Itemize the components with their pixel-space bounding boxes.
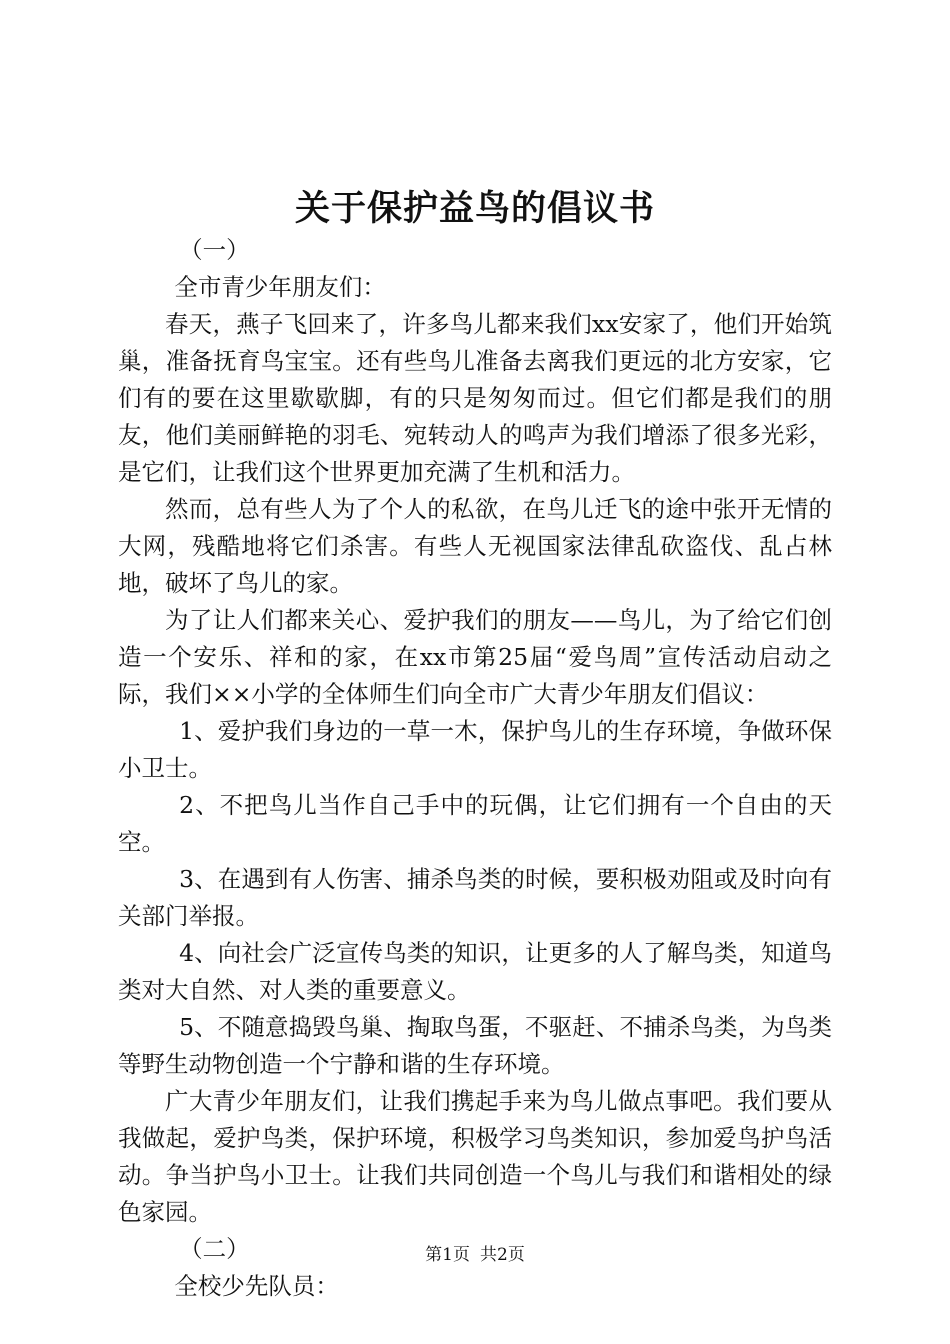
paragraph-spring: 春天，燕子飞回来了，许多鸟儿都来我们xx安家了，他们开始筑巢，准备抚育鸟宝宝。还有些鸟儿准备去离我们更远的北方安家，它们有的要在这里歇歇脚，有的只是匆匆而过。但它们都是我们的朋友，他们美丽鲜艳的羽毛、宛转动人的鸣声为我们增添了很多光彩，是它们，让我们这个世界更加充满了生机和活力。 [118, 310, 832, 486]
document-body [118, 232, 832, 1305]
page-number: 第1页 [425, 1245, 470, 1265]
page-total: 共2页 [480, 1245, 525, 1265]
paragraph-proposal-intro: 为了让人们都来关心、爱护我们的朋友——鸟儿，为了给它们创造一个安乐、祥和的家，在xx市第25届“爱鸟周”宣传活动启动之际，我们××小学的全体师生们向全市广大青少年朋友们倡议： [118, 606, 832, 708]
proposal-item-3: 3、在遇到有人伤害、捕杀鸟类的时候，要积极劝阻或及时向有关部门举报。 [118, 865, 832, 930]
salutation-1: 全市青少年朋友们： [174, 273, 386, 301]
proposal-item-2: 2、不把鸟儿当作自己手中的玩偶，让它们拥有一个自由的天空。 [118, 791, 832, 856]
proposal-item-5: 5、不随意捣毁鸟巢、掏取鸟蛋，不驱赶、不捕杀鸟类，为鸟类等野生动物创造一个宁静和谐的生存环境。 [118, 1013, 832, 1078]
page-footer [0, 1243, 950, 1267]
section-heading-1: （一） [179, 236, 250, 264]
section-heading-2: （二） [179, 1235, 250, 1263]
document-title: 关于保护益鸟的倡议书 [294, 188, 655, 229]
proposal-item-1: 1、爱护我们身边的一草一木，保护鸟儿的生存环境，争做环保小卫士。 [118, 717, 832, 782]
paragraph-closing: 广大青少年朋友们，让我们携起手来为鸟儿做点事吧。我们要从我做起，爱护鸟类，保护环境，积极学习鸟类知识，参加爱鸟护鸟活动。争当护鸟小卫士。让我们共同创造一个鸟儿与我们和谐相处的绿色家园。 [118, 1087, 832, 1226]
paragraph-however: 然而，总有些人为了个人的私欲，在鸟儿迁飞的途中张开无情的大网，残酷地将它们杀害。有些人无视国家法律乱砍盗伐、乱占林地，破坏了鸟儿的家。 [118, 495, 832, 597]
proposal-item-4: 4、向社会广泛宣传鸟类的知识，让更多的人了解鸟类，知道鸟类对大自然、对人类的重要意义。 [118, 939, 832, 1004]
salutation-2: 全校少先队员： [174, 1272, 339, 1300]
